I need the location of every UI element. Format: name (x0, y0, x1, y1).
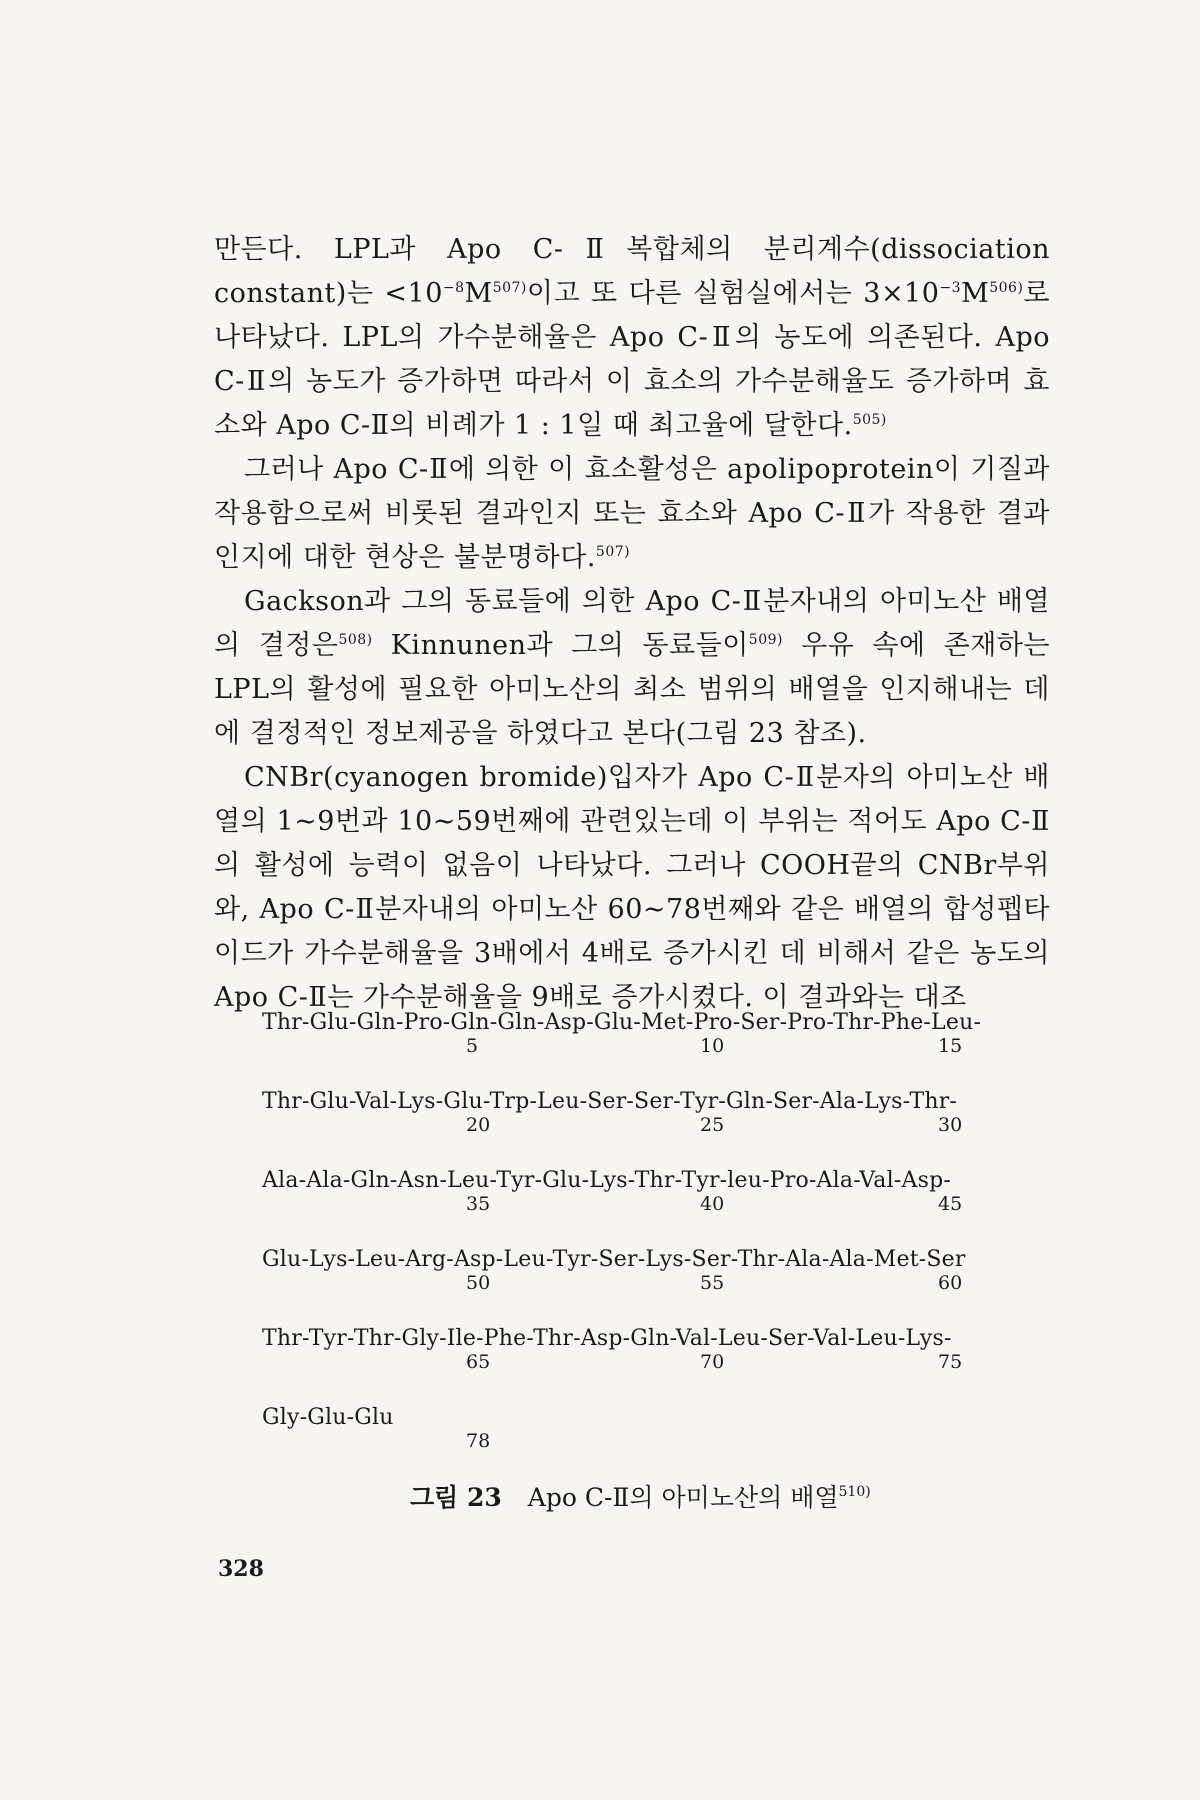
sequence-position-number: 15 (938, 1035, 963, 1057)
sequence-position-number: 60 (938, 1272, 963, 1294)
paragraph-text: M (961, 278, 990, 309)
sequence-position-number: 25 (700, 1114, 725, 1136)
paragraph-text: 만든다. LPL과 Apo C-Ⅱ복합체의 분리계수(dissociation constant)는 <10 (214, 234, 1050, 309)
sequence-row (262, 1168, 982, 1247)
paragraph-text: 그러나 Apo C-Ⅱ에 의한 이 효소활성은 apolipoprotein이 기질과 작용함으로써 비롯된 결과인지 또는 효소와 Apo C-Ⅱ가 작용한 결과인지에 대한 현상은 불분명하다. (214, 454, 1050, 573)
amino-acid-sequence-figure (262, 1010, 982, 1484)
sequence-position-number: 78 (466, 1430, 491, 1452)
sequence-row (262, 1089, 982, 1168)
sequence-position-numbers (262, 1035, 982, 1059)
reference-superscript: 507) (492, 280, 527, 296)
reference-superscript: −3 (939, 280, 962, 296)
sequence-line: Ala-Ala-Gln-Asn-Leu-Tyr-Glu-Lys-Thr-Tyr-leu-Pro-Ala-Val-Asp- (262, 1168, 951, 1193)
sequence-row (262, 1247, 982, 1326)
sequence-position-number: 45 (938, 1193, 963, 1215)
paragraph (214, 448, 1050, 580)
reference-superscript: 509) (748, 632, 783, 648)
paragraph-text: 로 나타났다. LPL의 가수분해율은 Apo C-Ⅱ의 농도에 의존된다. Apo C-Ⅱ의 농도가 증가하면 따라서 이 효소의 가수분해율도 증가하며 효소와 Apo C-Ⅱ의 비례가 1 : 1일 때 최고율에 달한다. (214, 278, 1050, 441)
reference-superscript: 506) (989, 280, 1024, 296)
reference-superscript: −8 (442, 280, 465, 296)
sequence-position-number: 65 (466, 1351, 491, 1373)
sequence-position-number: 30 (938, 1114, 963, 1136)
paragraph-text: M (464, 278, 493, 309)
sequence-position-number: 35 (466, 1193, 491, 1215)
sequence-position-number: 70 (700, 1351, 725, 1373)
reference-superscript: 508) (338, 632, 373, 648)
sequence-row (262, 1326, 982, 1405)
figure-caption (410, 1478, 871, 1514)
sequence-position-number: 40 (700, 1193, 725, 1215)
figure-caption-ref: 510) (838, 1484, 871, 1500)
sequence-position-number: 75 (938, 1351, 963, 1373)
sequence-line: Thr-Glu-Gln-Pro-Gln-Gln-Asp-Glu-Met-Pro-Ser-Pro-Thr-Phe-Leu- (262, 1010, 982, 1035)
sequence-position-numbers (262, 1351, 982, 1375)
sequence-position-numbers (262, 1114, 982, 1138)
sequence-position-numbers (262, 1193, 982, 1217)
paragraph-text: CNBr(cyanogen bromide)입자가 Apo C-Ⅱ분자의 아미노산 배열의 1∼9번과 10∼59번째에 관련있는데 이 부위는 적어도 Apo C-Ⅱ의 활성에 능력이 없음이 나타났다. 그러나 COOH끝의 CNBr부위와, Apo C-Ⅱ분자내의 아미노산 60∼78번째와 같은 배열의 합성펩타이드가 가수분해율을 3배에서 4배로 증가시킨 데 비해서 같은 농도의 Apo C-Ⅱ는 가수분해율을 9배로 증가시켰다. 이 결과와는 대조 (214, 762, 1050, 1013)
figure-label: 그림 23 (410, 1483, 502, 1512)
sequence-position-numbers (262, 1272, 982, 1296)
paragraph-text: Gackson과 그의 동료들에 의한 Apo C-Ⅱ분자내의 아미노산 배열의 결정은 (214, 586, 1050, 661)
paragraph-text: 우유 속에 존재하는 LPL의 활성에 필요한 아미노산의 최소 범위의 배열을 인지해내는 데에 결정적인 정보제공을 하였다고 본다(그림 23 참조). (214, 630, 1050, 749)
reference-superscript: 507) (595, 544, 631, 560)
body-text (214, 228, 1050, 1020)
paragraph (214, 228, 1050, 448)
reference-superscript: 505) (852, 412, 887, 428)
sequence-position-number: 50 (466, 1272, 491, 1294)
paragraph (214, 756, 1050, 1020)
sequence-position-number: 10 (700, 1035, 725, 1057)
figure-caption-text: Apo C-Ⅱ의 아미노산의 배열 (527, 1483, 839, 1512)
sequence-row (262, 1405, 982, 1484)
sequence-line: Glu-Lys-Leu-Arg-Asp-Leu-Tyr-Ser-Lys-Ser-Thr-Ala-Ala-Met-Ser (262, 1247, 966, 1272)
paragraph-text: Kinnunen과 그의 동료들이 (372, 630, 749, 661)
sequence-line: Gly-Glu-Glu (262, 1405, 394, 1430)
sequence-line: Thr-Glu-Val-Lys-Glu-Trp-Leu-Ser-Ser-Tyr-Gln-Ser-Ala-Lys-Thr- (262, 1089, 958, 1114)
sequence-position-number: 5 (466, 1035, 479, 1057)
sequence-position-number: 55 (700, 1272, 725, 1294)
paragraph-text: 이고 또 다른 실험실에서는 3×10 (526, 278, 940, 309)
paragraph (214, 580, 1050, 756)
sequence-position-number: 20 (466, 1114, 491, 1136)
page-number: 328 (218, 1556, 264, 1582)
sequence-row (262, 1010, 982, 1089)
sequence-position-numbers (262, 1430, 982, 1454)
sequence-line: Thr-Tyr-Thr-Gly-Ile-Phe-Thr-Asp-Gln-Val-Leu-Ser-Val-Leu-Lys- (262, 1326, 952, 1351)
